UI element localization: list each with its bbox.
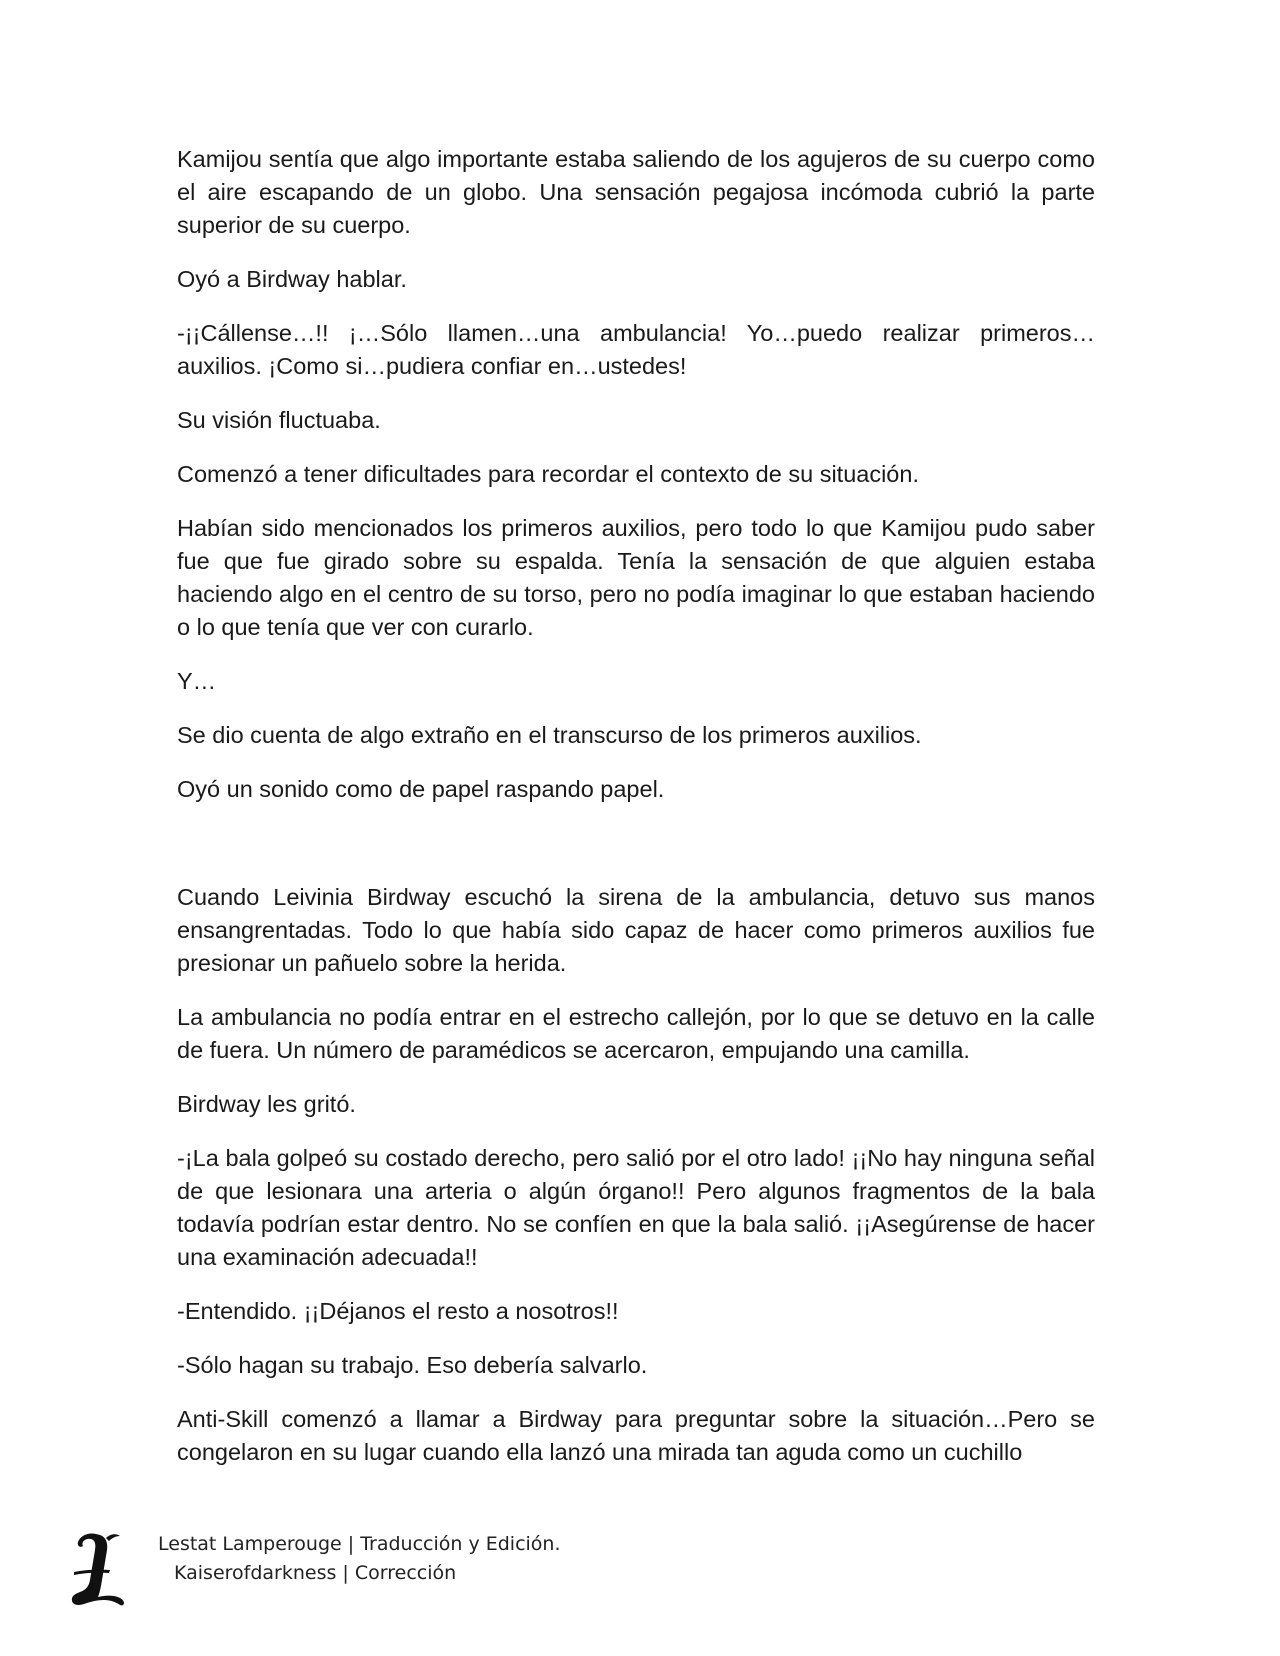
section-break — [177, 827, 1095, 881]
paragraph: Se dio cuenta de algo extraño en el transcurso de los primeros auxilios. — [177, 722, 922, 748]
paragraph: -Entendido. ¡¡Déjanos el resto a nosotros!! — [177, 1298, 619, 1324]
paragraph: -¡La bala golpeó su costado derecho, pero salió por el otro lado! ¡¡No hay ninguna señal de que lesionara una arteria o algún órgano!! Pero algunos fragmentos de la bala todavía podrían estar dentro. No se confíen en que la bala salió. ¡¡Asegúrense de hacer una examinación adecuada!! — [177, 1145, 1095, 1270]
credit-translation: Lestat Lamperouge | Traducción y Edición. — [158, 1533, 561, 1555]
credits — [158, 1530, 561, 1588]
paragraph: Cuando Leivinia Birdway escuchó la sirena de la ambulancia, detuvo sus manos ensangrentadas. Todo lo que había sido capaz de hacer como primeros auxilios fue presionar un pañuelo sobre la herida. — [177, 884, 1095, 976]
credit-correction: Kaiserofdarkness | Corrección — [174, 1562, 457, 1584]
paragraph: Y… — [177, 668, 217, 694]
paragraph: Oyó a Birdway hablar. — [177, 266, 407, 292]
page-footer — [66, 1528, 666, 1608]
paragraph: -¡¡Cállense…!! ¡…Sólo llamen…una ambulancia! Yo…puedo realizar primeros…auxilios. ¡Como si…pudiera confiar en…ustedes! — [177, 320, 1095, 379]
paragraph: -Sólo hagan su trabajo. Eso debería salvarlo. — [177, 1352, 648, 1378]
body-text — [177, 143, 1095, 1490]
paragraph: Habían sido mencionados los primeros auxilios, pero todo lo que Kamijou pudo saber fue que fue girado sobre su espalda. Tenía la sensación de que alguien estaba haciendo algo en el centro de su torso, pero no podía imaginar lo que estaban haciendo o lo que tenía que ver con curarlo. — [177, 515, 1095, 640]
paragraph: Anti-Skill comenzó a llamar a Birdway para preguntar sobre la situación…Pero se congelaron en su lugar cuando ella lanzó una mirada tan aguda como un cuchillo — [177, 1406, 1095, 1465]
gothic-l-logo-icon — [66, 1528, 128, 1608]
paragraph: Birdway les gritó. — [177, 1091, 356, 1117]
paragraph: Su visión fluctuaba. — [177, 407, 381, 433]
paragraph: Comenzó a tener dificultades para recordar el contexto de su situación. — [177, 461, 919, 487]
paragraph: Kamijou sentía que algo importante estaba saliendo de los agujeros de su cuerpo como el aire escapando de un globo. Una sensación pegajosa incómoda cubrió la parte superior de su cuerpo. — [177, 146, 1095, 238]
paragraph: Oyó un sonido como de papel raspando papel. — [177, 776, 665, 802]
paragraph: La ambulancia no podía entrar en el estrecho callejón, por lo que se detuvo en la calle de fuera. Un número de paramédicos se acercaron, empujando una camilla. — [177, 1004, 1095, 1063]
